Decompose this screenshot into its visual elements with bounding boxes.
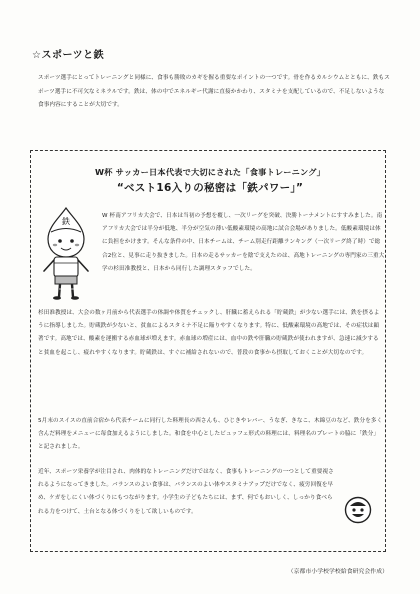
section-heading: ☆スポーツと鉄 (32, 50, 105, 61)
smiley-face-icon (343, 495, 373, 525)
intro-paragraph (38, 72, 390, 113)
article-subtitle: “ベスト16入りの秘密は「鉄パワー」” (116, 182, 304, 194)
article-paragraph-1: W 杯南アフリカ大会で、日本は当初の予想を覆し、一次リーグを突破、決勝トーナメントにすすみました。南アフリカ大会では半分が低地、半分が空気の薄い低酸素環境の高地に試合会場がありました。低酸素環境は体に負担をかけます。そんな条件の中、日本チームは、チーム別走行距離ランキング（一次リーグ終了時）で総合2位と、見事に走り抜きました。日本の走るサッカーを陰で支えたのは、高地トレーニングの専門家の三重大学の杉田准教授と、日本から同行した調理スタッフでした。 (102, 213, 385, 272)
article-paragraph-2: 杉田准教授は、大会の数ヶ月前から代表選手の体調や体質をチェックし、肝臓に蓄えられる「貯蔵鉄」が少ない選手には、鉄を摂るように指導しました。貯蔵鉄が少ないと、貧血によるスタミナ不足に陥りやすくなります。特に、低酸素環境の高地では、その症状は顕著です。高地では、酸素を運搬する赤血球が増えます。赤血球の増産には、血中の鉄や肝臓の貯蔵鉄が使われますが、急速に減少すると貧血を起こし、疲れやすくなります。貯蔵鉄は、すぐに補給されないので、普段の食事から摂取しておくことが大切なのです。 (38, 310, 380, 356)
intro-text: スポーツ選手にとってトレーニングと同様に、食事も勝敗のカギを握る重要なポイントの一つです。骨を作るカルシウムとともに、鉄もスポーツ選手に不可欠なミネラルです。鉄は、体の中でエネルギー代謝に直接かかわり、スタミナを支配しているので、不足しないような食事内容にすることが大切です。 (38, 75, 390, 108)
article-title: W杯 サッカー日本代表で大切にされた「食事トレーニング」 (94, 167, 326, 177)
article-paragraph-3: 5月末のスイスの直前合宿から代表チームに同行した料理長の西さんも、ひじきやレバー、うなぎ、きなこ、木綿豆のなど、鉄分を多く含んだ料理をメニューに毎食加えるようにしました。和食を中心としたビュッフェ形式の料理には、料理名のプレートの脇に「鉄分」と記されました。 (38, 418, 383, 451)
mascot-label: 鉄 (62, 217, 70, 226)
credit-line: （京都市小学校学校給食研究会作成） (287, 569, 388, 575)
iron-mascot-icon (38, 205, 94, 301)
article-paragraph-4: 近年、スポーツ栄養学が注目され、肉体的なトレーニングだけではなく、食事もトレーニングの一つとして重要視されるようになってきました。バランスのよい食事は、バランスのよい体やスタミナアップだけでなく、疲労回復を早め、ケガをしにくい体づくりにもつながります。小学生の子どもたちには、まず、何でもおいしく、しっかり食べられる力をつけて、土台となる体づくりをして欲しいものです。 (38, 469, 334, 515)
